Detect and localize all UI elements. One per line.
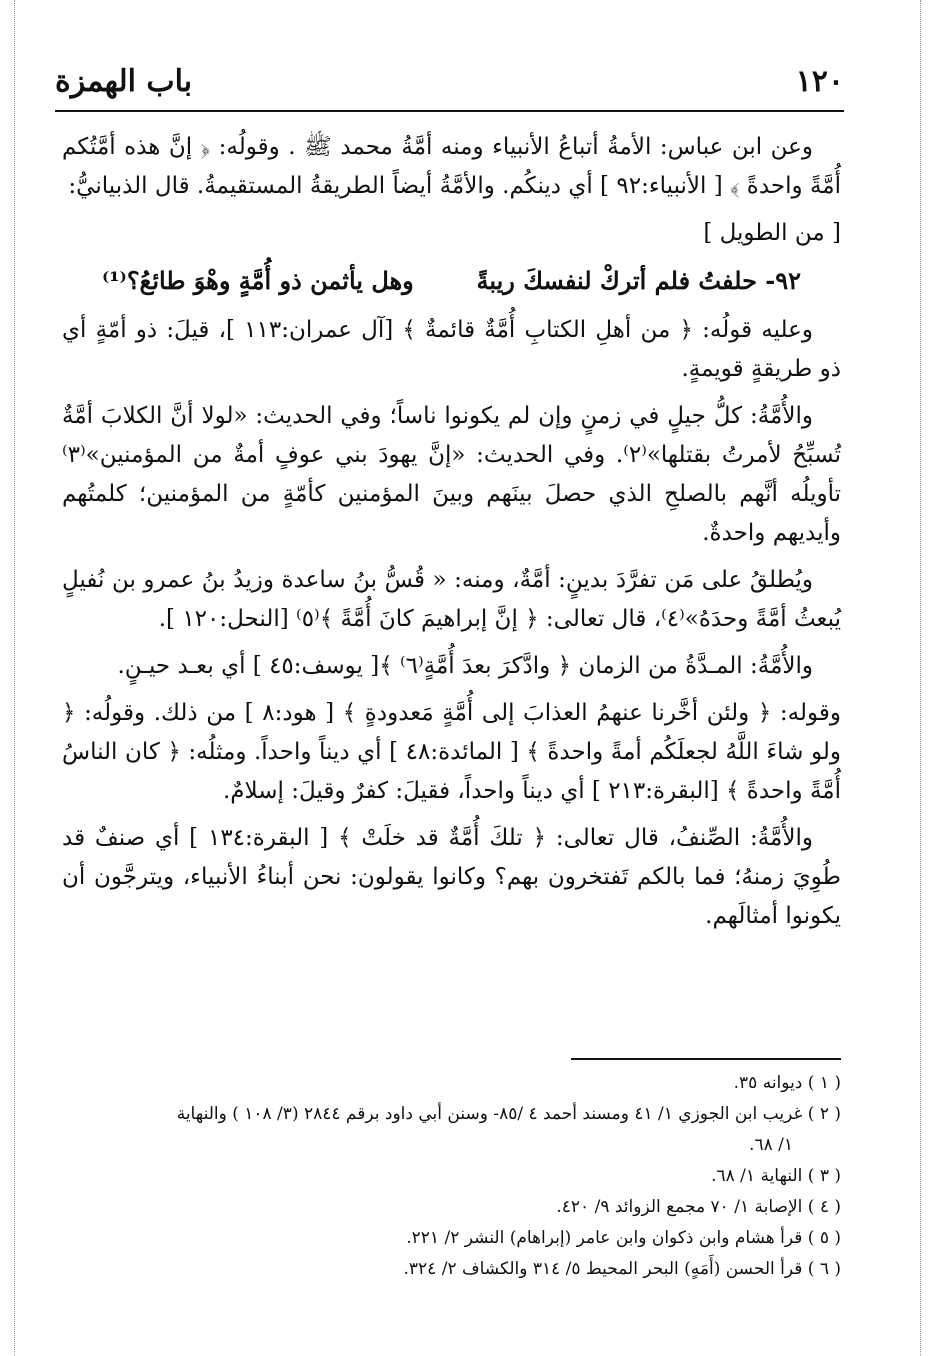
paragraph-ibn-abbas: وعن ابن عباس: الأمةُ أتباعُ الأنبياء ومنه أمَّةُ محمد ﷺ . وقولُه: ﴿ إنَّ هذه أمَّتُكم أُمَّةً واحدةً ﴾ [ الأنبياء:٩٢ ] أي دينكُم. والأمَّةُ أيضاً الطريقةُ المستقيمةُ. قال الذبيانيُّ:: [62, 134, 841, 199]
page-number: ١٢٠: [795, 64, 844, 99]
footnote-1: ( ١ ) ديوانه ٣٥.: [733, 1073, 841, 1093]
paragraph-sinf: والأُمَّةُ: الصِّنفُ، قال تعالى: ﴿ تلكَ أُمَّةٌ قد خلَتْ ﴾ [ البقرة:١٣٤ ] أي صنفٌ قد طُوِيَ زمنهُ؛ فما بالكم تَفتخرون بهم؟ وكانوا يقولون: نحن أبناءُ الأنبياء، ويترجَّون أن يكونوا أمثالَهم.: [62, 825, 841, 929]
footnote-separator: [571, 1058, 841, 1060]
right-margin-dotted-line: [920, 0, 921, 1356]
footnote-6: ( ٦ ) قرأ الحسن (أَمَهٍ) البحر المحيط ٥/ ٣١٤ والكشاف ٢/ ٣٢٤.: [403, 1259, 841, 1279]
header-rule: [55, 110, 844, 112]
chapter-title: باب الهمزة: [55, 64, 193, 99]
paragraph-tafarrud: ويُطلقُ على مَن تفرَّدَ بدينٍ: أمَّةٌ، ومنه: « قُسُّ بنُ ساعدة وزيدُ بنُ عمرو بن نُفيلٍ يُبعثُ أمَّةً وحدَهُ»⁽٤⁾، قال تعالى: ﴿ إنَّ إبراهيمَ كانَ أُمَّةً ﴾⁽٥⁾ [النحل:١٢٠ ].: [62, 567, 841, 632]
footnote-2-continuation: ١/ ٦٨.: [749, 1135, 793, 1155]
paragraph-jeel: والأُمَّةُ: كلُّ جيلٍ في زمنٍ وإن لم يكونوا ناساً؛ وفي الحديث: «لولا أنَّ الكلابَ أمَّةٌ تُسبِّحُ لأمرتُ بقتلها»⁽٢⁾. وفي الحديث: «إنَّ يهودَ بني عوفٍ أمةٌ من المؤمنين»⁽٣⁾ تأويلُه أنَّهم بالصلحِ الذي حصلَ بينَهم وبينَ المؤمنين كأمّةٍ من المؤمنين؛ كلمتُهم وأيديهم واحدةٌ.: [62, 403, 841, 546]
paragraph-mudda: والأُمَّةُ: المـدَّةُ من الزمان ﴿ وادَّكرَ بعدَ أُمَّةٍ⁽٦⁾ ﴾[ يوسف:٤٥ ] أي بعـد حيـنٍ.: [117, 653, 813, 679]
poetic-meter-label: [ من الطويل ]: [703, 220, 841, 246]
footnotes: [62, 1068, 841, 1285]
footnote-3: ( ٣ ) النهاية ١/ ٦٨.: [711, 1166, 841, 1186]
footnote-4: ( ٤ ) الإصابة ١/ ٧٠ مجمع الزوائد ٩/ ٤٢٠.: [556, 1197, 841, 1217]
verse-first-hemistich: ٩٢- حلفتُ فلم أتركْ لنفسكَ ريبةً: [476, 266, 801, 295]
paragraph-ahl-alkitab: وعليه قولُه: ﴿ من أهلِ الكتابِ أُمَّةٌ قائمةٌ ﴾ [آل عمران:١١٣ ]، قيلَ: ذو أمّةٍ أي ذو طريقةٍ قويمةٍ.: [62, 317, 841, 382]
footnote-2: ( ٢ ) غريب ابن الجوزي ١/ ٤١ ومسند أحمد ٤ /٨٥- وسنن أبي داود برقم ٢٨٤٤ (٣/ ١٠٨ ) والنهاية: [176, 1104, 841, 1124]
page-header: [55, 60, 844, 112]
main-text: [62, 128, 841, 944]
paragraph-hud: وقوله: ﴿ ولئن أخَّرنا عنهمُ العذابَ إلى أُمَّةٍ مَعدودةٍ ﴾ [ هود:٨ ] من ذلك. وقولُه: ﴿ ولو شاءَ اللَّهُ لجعلَكُم أمةً واحدةً ﴾ [ المائدة:٤٨ ] أي ديناً واحداً. ومثلُه: ﴿ كان الناسُ أُمَّةً واحدةً ﴾ [البقرة:٢١٣ ] أي ديناً واحداً، فقيلَ: كفرٌ وقيلَ: إسلامٌ.: [62, 700, 841, 804]
poetry-verse: [102, 261, 801, 301]
left-margin-dotted-line: [14, 0, 15, 1356]
footnote-5: ( ٥ ) قرأ هشام وابن ذكوان وابن عامر (إبراهام) النشر ٢/ ٢٢١.: [406, 1228, 841, 1248]
verse-second-hemistich: وهل يأثمن ذو أُمَّةٍ وهْوَ طائعُ؟⁽¹⁾: [102, 266, 414, 295]
